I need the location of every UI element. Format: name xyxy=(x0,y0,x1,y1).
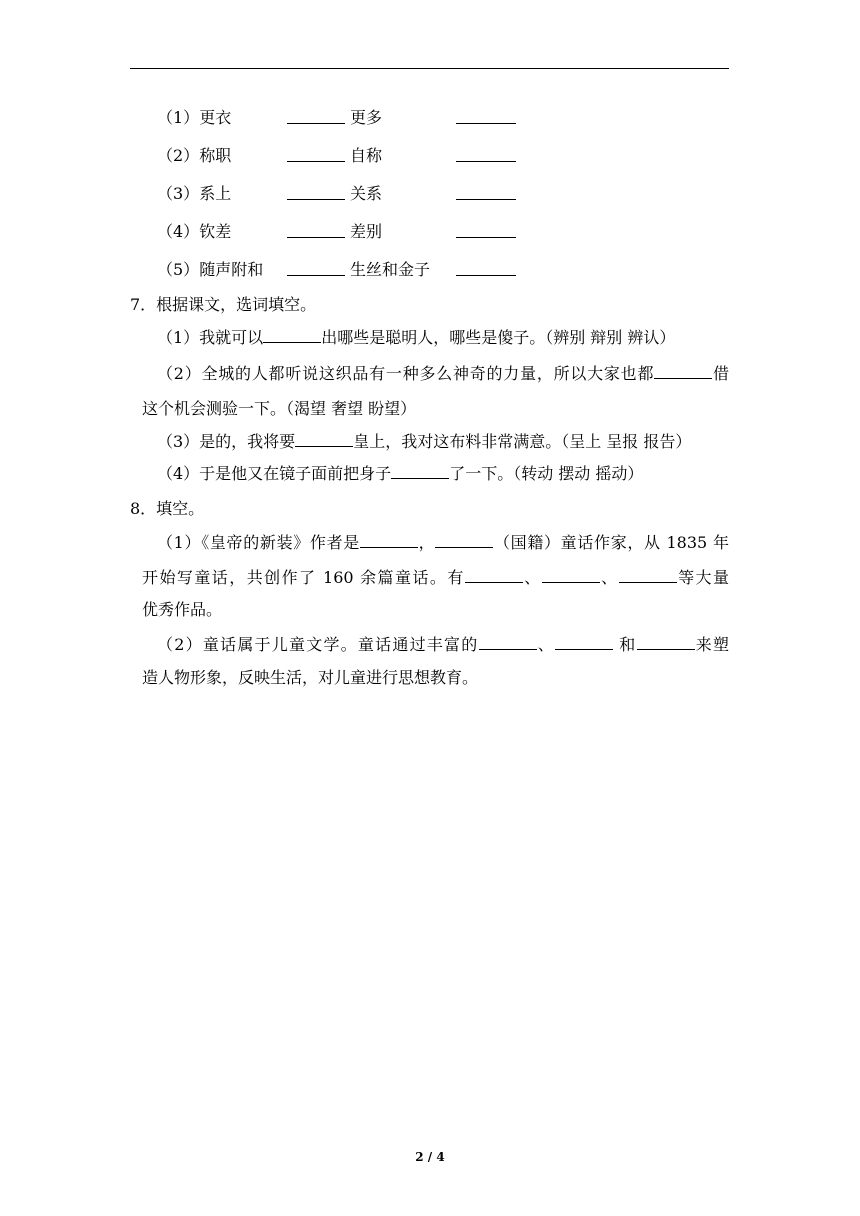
answer-blank[interactable] xyxy=(456,123,516,124)
q8-heading: 8．填空。 xyxy=(130,499,205,518)
answer-blank[interactable] xyxy=(391,464,449,479)
answer-blank[interactable] xyxy=(479,635,537,650)
q8-item-1-line-3: 优秀作品。 xyxy=(142,600,223,619)
pair-word-2: 差别 xyxy=(350,222,383,241)
answer-blank[interactable] xyxy=(287,123,345,124)
pair-word-2: 更多 xyxy=(350,108,383,127)
answer-blank[interactable] xyxy=(456,161,516,162)
answer-blank[interactable] xyxy=(456,275,516,276)
pair-word-2: 自称 xyxy=(350,146,383,165)
pair-word-2: 关系 xyxy=(350,184,383,203)
pair-number: （4） xyxy=(157,222,200,241)
answer-blank[interactable] xyxy=(456,237,516,238)
answer-blank[interactable] xyxy=(637,635,695,650)
answer-blank[interactable] xyxy=(287,161,345,162)
q7-heading: 7．根据课文，选词填空。 xyxy=(130,295,317,314)
q7-sentence-1: （1）我就可以 出哪些是聪明人，哪些是傻子。（辨别 辩别 辨认） xyxy=(157,328,676,347)
answer-blank[interactable] xyxy=(287,199,345,200)
pair-number: （3） xyxy=(157,184,200,203)
pair-number: （5） xyxy=(157,260,200,279)
q8-item-1: （1）《皇帝的新装》作者是 ， （国籍）童话作家，从 1835 年 xyxy=(157,533,729,552)
q8-item-2-line-2: 造人物形象，反映生活，对儿童进行思想教育。 xyxy=(142,668,479,687)
answer-blank[interactable] xyxy=(295,432,353,447)
answer-blank[interactable] xyxy=(435,533,493,548)
answer-blank[interactable] xyxy=(555,635,613,650)
answer-blank[interactable] xyxy=(654,364,712,379)
answer-blank[interactable] xyxy=(287,275,345,276)
answer-blank[interactable] xyxy=(263,328,321,343)
answer-blank[interactable] xyxy=(456,199,516,200)
pair-word-1: 钦差 xyxy=(199,222,232,241)
answer-blank[interactable] xyxy=(287,237,345,238)
pair-number: （1） xyxy=(157,108,200,127)
q7-sentence-3: （3）是的，我将要 皇上，我对这布料非常满意。（呈上 呈报 报告） xyxy=(157,432,692,451)
pair-word-2: 生丝和金子 xyxy=(350,260,431,279)
q8-item-1-line-2: 开始写童话，共创作了 160 余篇童话。有 、 、 等大量 xyxy=(142,568,729,587)
pair-word-1: 随声附和 xyxy=(199,260,264,279)
answer-blank[interactable] xyxy=(360,533,418,548)
q7-sentence-2: （2）全城的人都听说这织品有一种多么神奇的力量，所以大家也都 借 xyxy=(157,364,729,383)
pair-word-1: 系上 xyxy=(199,184,232,203)
page-number: 2 / 4 xyxy=(415,1150,445,1164)
q8-item-2: （2）童话属于儿童文学。童话通过丰富的 、 和 来塑 xyxy=(157,635,729,654)
q7-sentence-4: （4）于是他又在镜子面前把身子 了一下。（转动 摆动 摇动） xyxy=(157,464,644,483)
pair-number: （2） xyxy=(157,146,200,165)
answer-blank[interactable] xyxy=(542,568,600,583)
pair-word-1: 更衣 xyxy=(199,108,232,127)
answer-blank[interactable] xyxy=(465,568,523,583)
q7-sentence-2-cont: 这个机会测验一下。（渴望 奢望 盼望） xyxy=(142,399,417,418)
answer-blank[interactable] xyxy=(619,568,677,583)
pair-word-1: 称职 xyxy=(199,146,232,165)
header-rule xyxy=(130,68,729,69)
